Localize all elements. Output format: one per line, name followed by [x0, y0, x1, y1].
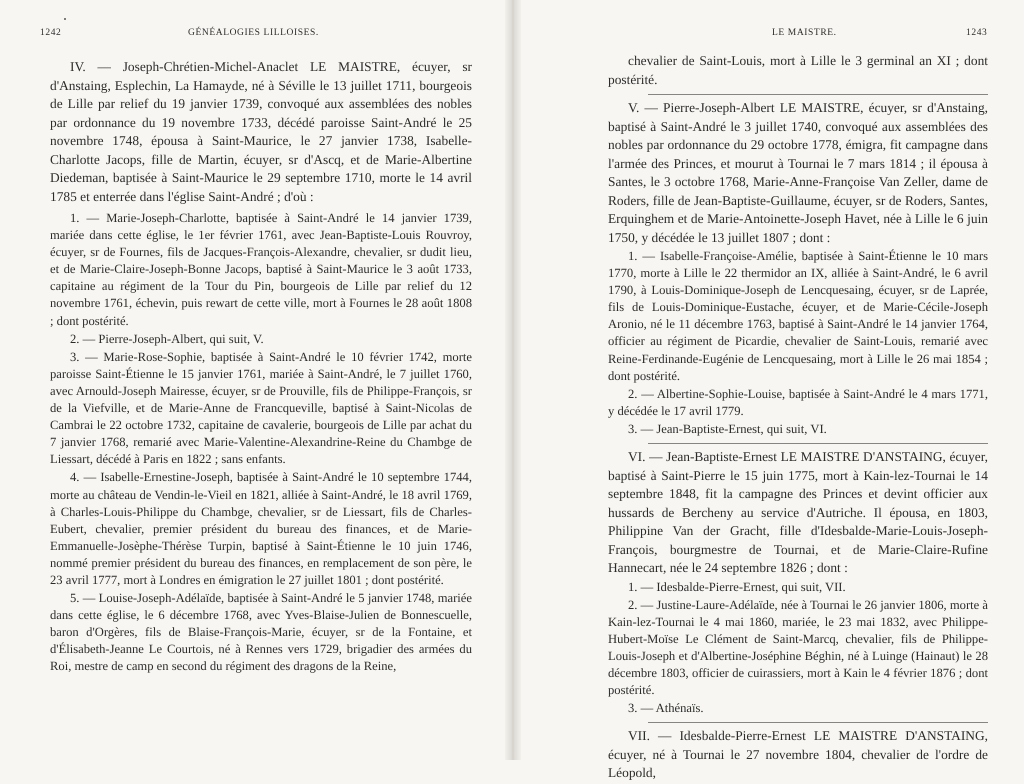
child-entry: 1. — Idesbalde-Pierre-Ernest, qui suit, VII. [628, 579, 846, 594]
child-entry: 5. — Louise-Joseph-Adélaïde, baptisée à Saint-André le 5 janvier 1748, mariée dans cette église, le 6 décembre 1768, avec Yves-Blaise-Julien de Bonnescuelle, baron d'Orgères, fils de Blaise-François-Marie, écuyer, sr de la Fontaine, et d'Élisabeth-Jeanne Le Courtois, né à Rennes vers 1729, brigadier des armées du Roi, mestre de camp en second du régiment des dragons de la Reine, [50, 591, 472, 674]
running-head: GÉNÉALOGIES LILLOISES. [188, 28, 319, 38]
child-entry: 1. — Isabelle-Françoise-Amélie, baptisée à Saint-Étienne le 10 mars 1770, morte à Lille le 22 thermidor an IX, alliée à Saint-André, le 6 avril 1790, à Louis-Dominique-Joseph de Lencquesaing, écuyer, sr de Laprée, fils de Louis-Dominique-Eustache, écuyer, et de Marie-Cécile-Joseph Aronio, né le 11 décembre 1763, baptisé à Saint-André le 14 janvier 1764, officier au régiment de Picardie, chevalier de Saint-Louis, remarié avec Reine-Ferdinande-Eugénie de Lencquesaing, mort à Lille le 26 mai 1854 ; dont postérité. [608, 249, 988, 383]
child-entry: 3. — Athénaïs. [628, 701, 704, 716]
generation-vi: VI. — Jean-Baptiste-Ernest LE MAISTRE D'ANSTAING, écuyer, baptisé à Saint-Pierre le 15 juin 1775, mort à Kain-lez-Tournai le 14 septembre 1848, fit la campagne des Princes et devint officier aux hussards de Bercheny au service d'Autriche. Il épousa, en 1803, Philippine Van der Gracht, fille d'Idesbalde-Marie-Louis-Joseph-François, bourgmestre de Tournai, et de Marie-Claire-Rufine Hannecart, née le 24 septembre 1826 ; dont : [608, 449, 988, 576]
child-entry: 4. — Isabelle-Ernestine-Joseph, baptisée à Saint-André le 10 septembre 1744, morte au château de Vendin-le-Vieil en 1821, alliée à Saint-André, le 18 avril 1769, à Charles-Louis-Philippe du Chambge, chevalier, sr de Liessart, fils de Charles-Eubert, chevalier, premier président du bureau des finances, et de Marie-Emmanuelle-Josèphe-Thérèse Turpin, baptisé à Saint-Étienne le 10 juin 1746, nommé premier président du bureau des finances, en remplacement de son père, le 23 avril 1777, mort à Londres en émigration le 27 juillet 1801 ; dont postérité. [50, 470, 472, 587]
divider [648, 443, 988, 444]
generation-v: V. — Pierre-Joseph-Albert LE MAISTRE, écuyer, sr d'Anstaing, baptisé à Saint-André le 3 juillet 1740, convoqué aux assemblées des nobles par ordonnance du 29 octobre 1778, émigra, fit campagne dans l'armée des Princes, et mourut à Tournai le 7 mars 1814 ; il épousa à Santes, le 3 octobre 1768, Marie-Anne-Françoise Van Zeller, dame de Roders, fille de Jean-Baptiste-Guillaume, écuyer, sr de Roders, Santes, Erquinghem et de Marie-Antoinette-Joseph Havet, née à Lille le 6 juin 1750, y décédée le 13 juillet 1807 ; dont : [608, 100, 988, 245]
child-entry: 1. — Marie-Joseph-Charlotte, baptisée à Saint-André le 14 janvier 1739, mariée dans cette église, le 1er février 1761, avec Jean-Baptiste-Louis Rouvroy, écuyer, sr de Fournes, fils de Jacques-François-Alexandre, chevalier, sr dudit lieu, et de Marie-Claire-Joseph-Bonne Jacops, baptisé à Saint-Maurice le 3 août 1733, capitaine au régiment de la Tour du Pin, bourgeois de Lille par relief du 12 novembre 1761, échevin, puis rewart de cette ville, mort à Fournes le 28 août 1808 ; dont postérité. [50, 211, 472, 328]
divider [648, 722, 988, 723]
speck [64, 18, 66, 20]
left-text-column [50, 58, 472, 677]
generation-vii: VII. — Idesbalde-Pierre-Ernest LE MAISTRE D'ANSTAING, écuyer, né à Tournai le 27 novembre 1804, chevalier de l'ordre de Léopold, [608, 728, 988, 781]
divider [648, 94, 988, 95]
child-entry: 2. — Justine-Laure-Adélaïde, née à Tournai le 26 janvier 1806, morte à Kain-lez-Tournai le 4 mai 1860, mariée, le 23 mai 1832, avec Philippe-Hubert-Moïse Le Clément de Saint-Marcq, chevalier, fils de Philippe-Louis-Joseph et d'Albertine-Joséphine Béghin, né à Luinge (Hainaut) le 28 décembre 1803, officier de cuirassiers, mort à Kain le 4 février 1876 ; dont postérité. [608, 597, 988, 698]
right-text-column [608, 52, 988, 784]
left-page [0, 0, 510, 760]
running-head: LE MAISTRE. [772, 28, 837, 38]
right-page [514, 0, 1024, 781]
child-entry: 2. — Pierre-Joseph-Albert, qui suit, V. [70, 331, 264, 346]
child-entry: 3. — Jean-Baptiste-Ernest, qui suit, VI. [628, 421, 827, 436]
child-entry: 3. — Marie-Rose-Sophie, baptisée à Saint-André le 10 février 1742, morte paroisse Saint-Étienne le 15 janvier 1761, mariée à Saint-André, le 7 juillet 1760, avec Arnould-Joseph Mairesse, écuyer, sr de Prouville, fils de Philippe-François, sr de la Viefville, et de Marie-Anne de Francqueville, baptisé à Saint-Nicolas de Cambrai le 22 octobre 1732, capitaine de cavalerie, bourgeois de Lille par achat du 7 janvier 1768, remarié avec Marie-Valentine-Alexandrine-Reine du Chambge de Liessart, décédé à Paris en 1822 ; sans enfants. [50, 349, 472, 467]
continuation-text: chevalier de Saint-Louis, mort à Lille le 3 germinal an XI ; dont postérité. [608, 53, 988, 87]
page-number: 1242 [40, 28, 62, 38]
page-number: 1243 [966, 28, 988, 38]
generation-iv: IV. — Joseph-Chrétien-Michel-Anaclet LE MAISTRE, écuyer, sr d'Anstaing, Esplechin, La Hamayde, né à Séville le 13 juillet 1711, bourgeois de Lille par relief du 19 janvier 1739, convoqué aux assemblées des nobles par ordonnance du 19 novembre 1733, décédé paroisse Saint-André le 25 novembre 1748, épousa à Saint-Maurice, le 27 janvier 1738, Isabelle-Charlotte Jacops, fille de Martin, écuyer, sr d'Ascq, et de Marie-Albertine Diedeman, baptisée à Saint-Maurice le 29 septembre 1710, morte le 14 avril 1785 et enterrée dans l'église Saint-André ; d'où : [50, 59, 472, 204]
child-entry: 2. — Albertine-Sophie-Louise, baptisée à Saint-André le 4 mars 1771, y décédée le 17 avril 1779. [608, 386, 988, 418]
